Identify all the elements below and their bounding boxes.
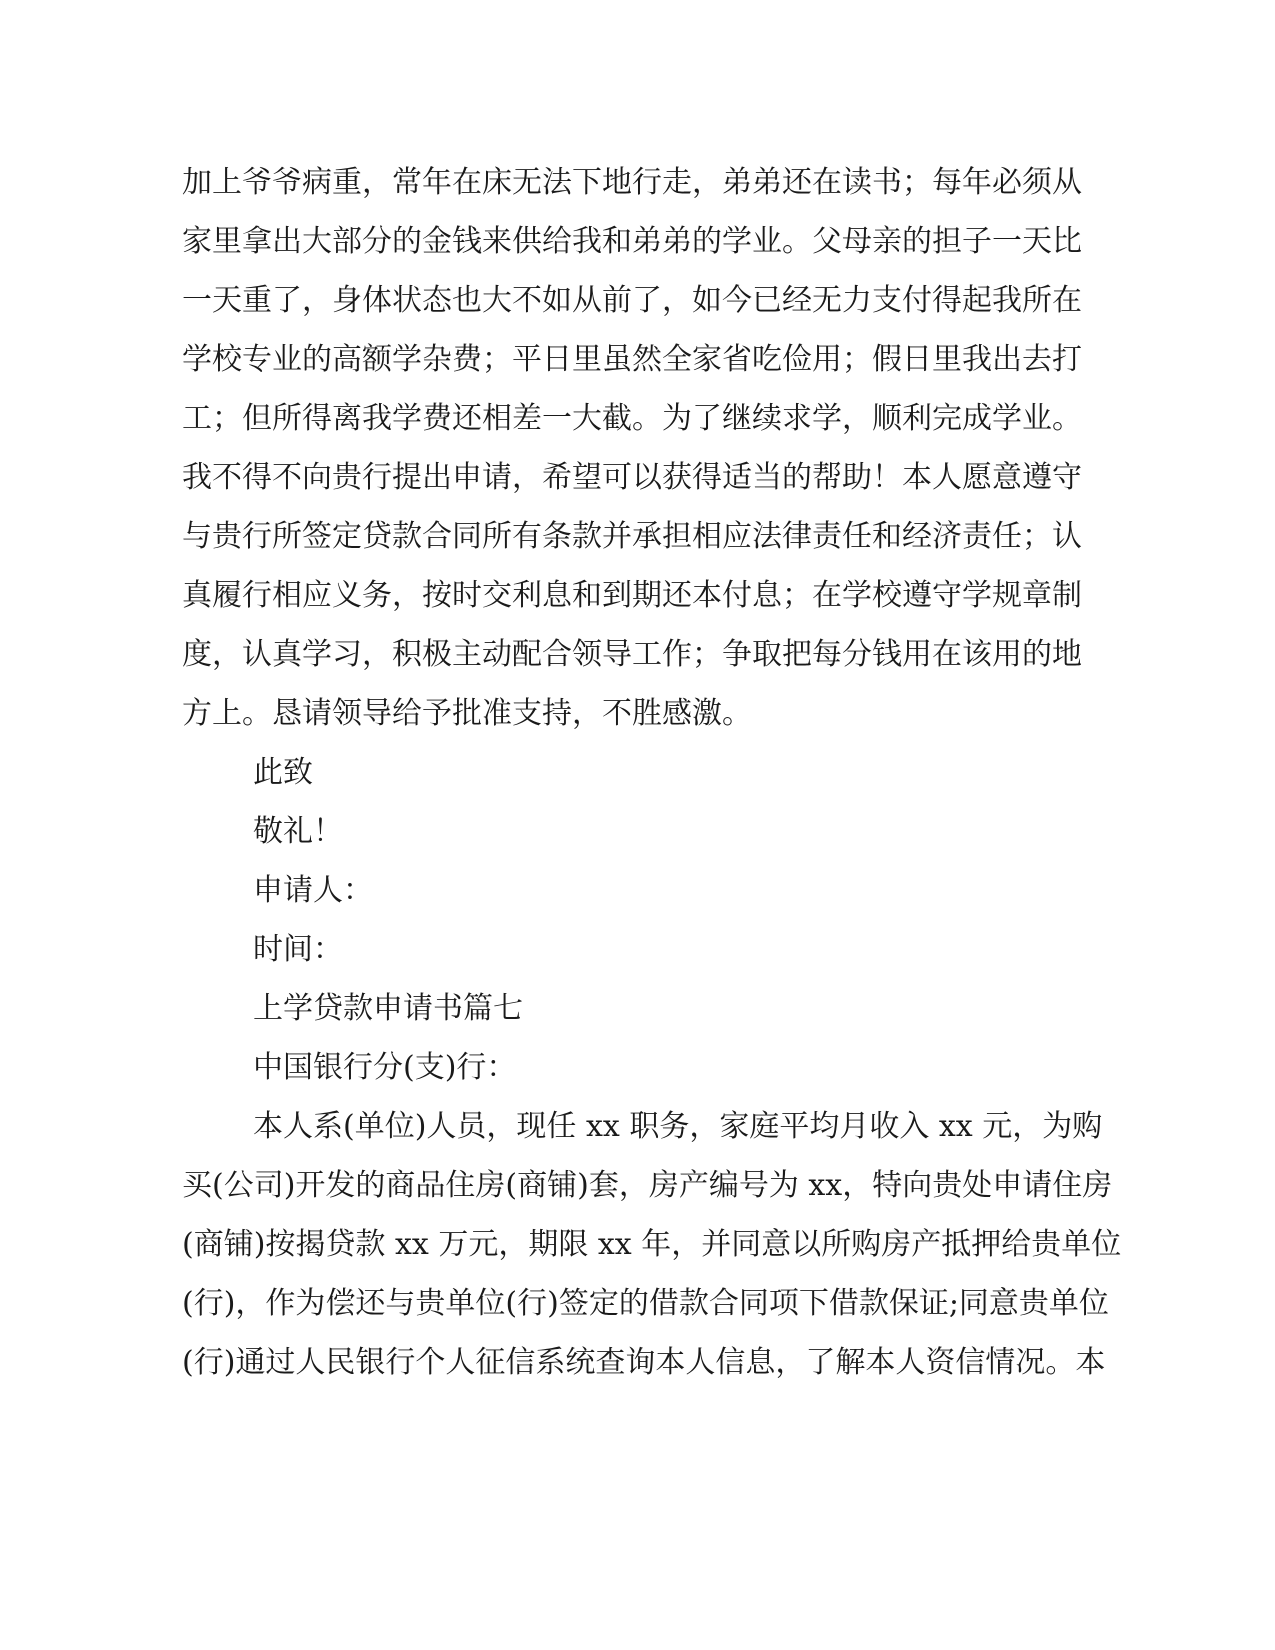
addressee: 中国银行分(支)行： bbox=[253, 1050, 517, 1085]
closing-salutation: 此致 bbox=[253, 755, 313, 790]
section-title: 上学贷款申请书篇七 bbox=[253, 991, 523, 1026]
document-body bbox=[182, 153, 1122, 1392]
closing-regards: 敬礼！ bbox=[253, 814, 343, 849]
paragraph-line: (商铺)按揭贷款 xx 万元，期限 xx 年，并同意以所购房产抵押给贵单位 bbox=[182, 1227, 1122, 1262]
paragraph-line: (行)，作为偿还与贵单位(行)签定的借款合同项下借款保证;同意贵单位 bbox=[182, 1286, 1109, 1321]
date-label: 时间： bbox=[253, 932, 343, 967]
paragraph-line: 度，认真学习，积极主动配合领导工作；争取把每分钱用在该用的地 bbox=[182, 637, 1082, 672]
paragraph-line: 买(公司)开发的商品住房(商铺)套，房产编号为 xx，特向贵处申请住房 bbox=[182, 1168, 1113, 1203]
paragraph-line: 学校专业的高额学杂费；平日里虽然全家省吃俭用；假日里我出去打 bbox=[182, 342, 1082, 377]
paragraph-line: 本人系(单位)人员，现任 xx 职务，家庭平均月收入 xx 元，为购 bbox=[253, 1109, 1103, 1144]
applicant-label: 申请人： bbox=[253, 873, 373, 908]
paragraph-line: 一天重了，身体状态也大不如从前了，如今已经无力支付得起我所在 bbox=[182, 283, 1082, 318]
paragraph-line: 与贵行所签定贷款合同所有条款并承担相应法律责任和经济责任；认 bbox=[182, 519, 1082, 554]
paragraph-line: 加上爷爷病重，常年在床无法下地行走，弟弟还在读书；每年必须从 bbox=[182, 165, 1082, 200]
paragraph-line: 真履行相应义务，按时交利息和到期还本付息；在学校遵守学规章制 bbox=[182, 578, 1082, 613]
paragraph-line: 工；但所得离我学费还相差一大截。为了继续求学，顺利完成学业。 bbox=[182, 401, 1082, 436]
paragraph-line: 我不得不向贵行提出申请，希望可以获得适当的帮助！本人愿意遵守 bbox=[182, 460, 1082, 495]
paragraph-line: (行)通过人民银行个人征信系统查询本人信息，了解本人资信情况。本 bbox=[182, 1345, 1106, 1380]
paragraph-line: 方上。恳请领导给予批准支持，不胜感激。 bbox=[182, 696, 752, 731]
paragraph-line: 家里拿出大部分的金钱来供给我和弟弟的学业。父母亲的担子一天比 bbox=[182, 224, 1082, 259]
